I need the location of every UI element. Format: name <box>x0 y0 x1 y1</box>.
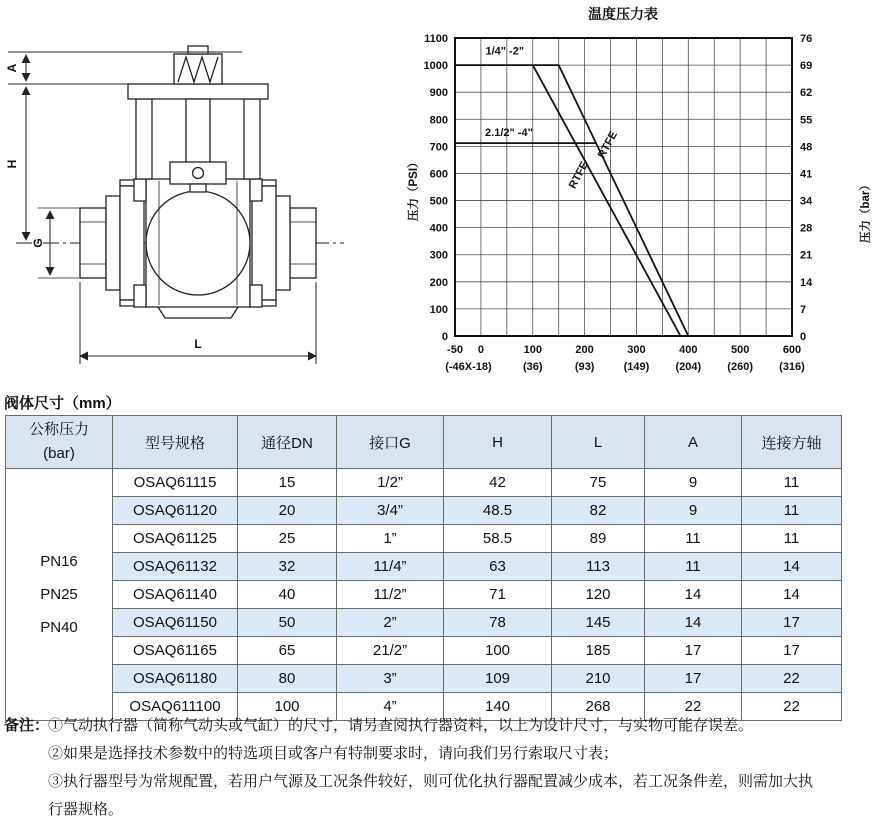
y-tick-right: 7 <box>800 303 807 316</box>
table-cell: 17 <box>645 637 742 665</box>
chart-title: 温度压力表 <box>588 6 658 22</box>
x-tick-secondary: (93) <box>574 361 595 373</box>
table-cell: 113 <box>552 553 645 581</box>
y-axis-left-title: 压力（PSI） <box>408 156 420 221</box>
body-lug <box>134 179 146 201</box>
y-tick-left: 1000 <box>423 60 448 73</box>
table-cell: 4” <box>337 693 444 721</box>
table-cell: OSAQ61115 <box>113 469 238 497</box>
table-cell: 15 <box>238 469 337 497</box>
pressure-group-item: PN16 <box>40 553 78 570</box>
table-cell: 22 <box>645 693 742 721</box>
table-cell: 14 <box>742 581 842 609</box>
y-tick-right: 48 <box>800 141 813 154</box>
table-cell: 11 <box>742 497 842 525</box>
right-step <box>276 196 290 290</box>
table-cell: 9 <box>645 497 742 525</box>
spec-table-body <box>6 469 842 721</box>
table-cell: 20 <box>238 497 337 525</box>
header-nominal-pressure <box>6 416 113 469</box>
table-cell: 11 <box>645 553 742 581</box>
header-a: A <box>645 416 742 469</box>
table-cell: OSAQ61125 <box>113 525 238 553</box>
table-cell: 3” <box>337 665 444 693</box>
table-cell: 14 <box>742 553 842 581</box>
table-cell: 63 <box>444 553 552 581</box>
table-cell: 11/4” <box>337 553 444 581</box>
notes <box>4 712 868 824</box>
table-cell: 58.5 <box>444 525 552 553</box>
x-tick: 300 <box>627 344 646 356</box>
table-cell: 21/2” <box>337 637 444 665</box>
table-cell: 22 <box>742 693 842 721</box>
note-line-2: ②如果是选择技术参数中的特选项目或客户有特制要求时，请向我们另行索取尺寸表； <box>48 745 619 762</box>
ball <box>146 191 250 295</box>
note-line-3: ③执行器型号为常规配置，若用户气源及工况条件较好，则可优化执行器配置减少成本，若工况条件差，则需加大执行器规格。 <box>48 773 814 818</box>
left-end-cap <box>80 208 106 278</box>
notes-label: 备注： <box>4 717 50 734</box>
y-tick-left: 0 <box>441 331 448 343</box>
table-cell: 109 <box>444 665 552 693</box>
x-tick: 200 <box>575 344 594 356</box>
y-tick-left: 500 <box>429 195 448 208</box>
body-lug <box>250 285 262 307</box>
table-cell: 50 <box>238 609 337 637</box>
mounting-plate <box>128 84 268 99</box>
x-tick: 0 <box>477 344 484 356</box>
table-cell: 268 <box>552 693 645 721</box>
y-tick-right: 76 <box>800 33 813 45</box>
y-tick-left: 1100 <box>424 33 448 45</box>
y-tick-left: 400 <box>429 222 448 235</box>
table-cell: 42 <box>444 469 552 497</box>
chart-annotation: 1/4" -2" <box>485 45 525 58</box>
header-line: (bar) <box>43 445 75 462</box>
table-cell: 89 <box>552 525 645 553</box>
table-cell: 100 <box>238 693 337 721</box>
table-cell: 25 <box>238 525 337 553</box>
table-row <box>6 553 842 581</box>
table-cell: OSAQ61165 <box>113 637 238 665</box>
y-tick-right: 34 <box>800 195 813 208</box>
table-cell: 71 <box>444 581 552 609</box>
header-l: L <box>552 416 645 469</box>
pressure-group-item: PN25 <box>40 586 78 603</box>
chart-annotation: RTFE <box>566 159 591 191</box>
valve-drawing <box>2 14 362 374</box>
left-step <box>106 196 120 290</box>
table-cell: 78 <box>444 609 552 637</box>
table-cell: 11/2” <box>337 581 444 609</box>
y-tick-left: 700 <box>429 141 448 154</box>
stem <box>186 99 210 165</box>
table-cell: OSAQ61150 <box>113 609 238 637</box>
table-cell: OSAQ61180 <box>113 665 238 693</box>
chart-annotation: RTFE <box>595 129 620 161</box>
table-cell: 40 <box>238 581 337 609</box>
table-cell: 1/2” <box>337 469 444 497</box>
table-cell: 9 <box>645 469 742 497</box>
right-end-cap <box>290 208 316 278</box>
table-cell: OSAQ61120 <box>113 497 238 525</box>
table-row <box>6 609 842 637</box>
y-tick-right: 28 <box>800 222 813 235</box>
x-tick: 100 <box>523 344 542 356</box>
table-cell: 120 <box>552 581 645 609</box>
table-cell: 210 <box>552 665 645 693</box>
valve-drawing-figure <box>2 14 362 374</box>
table-row <box>6 469 842 497</box>
table-cell: 80 <box>238 665 337 693</box>
table-cell: 2” <box>337 609 444 637</box>
header-dn: 通径DN <box>238 416 337 469</box>
table-header-row <box>6 416 842 469</box>
y-tick-right: 0 <box>800 331 807 343</box>
x-tick: 500 <box>730 344 750 356</box>
header-square-shaft: 连接方轴 <box>742 416 842 469</box>
table-cell: 11 <box>742 525 842 553</box>
table-cell: 100 <box>444 637 552 665</box>
table-cell: 14 <box>645 609 742 637</box>
stem-tongue <box>190 184 206 192</box>
table-cell: 22 <box>742 665 842 693</box>
x-tick-secondary: (149) <box>623 361 650 373</box>
header-h: H <box>444 416 552 469</box>
section-title: 阀体尺寸（mm） <box>4 395 121 412</box>
y-tick-right: 21 <box>800 249 813 262</box>
chart-annotation: 2.1/2" -4" <box>485 127 533 140</box>
header-port-g: 接口G <box>337 416 444 469</box>
table-cell: OSAQ611100 <box>113 693 238 721</box>
temp-pressure-chart-figure <box>402 0 890 392</box>
y-axis-right-title: 压力（bar） <box>860 179 872 243</box>
right-union-nut <box>252 186 276 300</box>
table-cell: 1” <box>337 525 444 553</box>
header-line: 公称压力 <box>28 421 89 438</box>
x-tick: -50 <box>447 344 463 356</box>
table-cell: 17 <box>742 609 842 637</box>
table-row <box>6 497 842 525</box>
table-row <box>6 637 842 665</box>
x-tick-secondary: (204) <box>675 361 702 373</box>
left-union-nut <box>120 186 144 300</box>
table-cell: 75 <box>552 469 645 497</box>
y-tick-right: 55 <box>800 114 813 127</box>
y-tick-right: 41 <box>800 168 813 181</box>
spec-table <box>5 415 842 721</box>
y-tick-left: 200 <box>429 276 448 289</box>
x-tick: 400 <box>679 344 698 356</box>
table-cell: 17 <box>742 637 842 665</box>
bracket-leg <box>136 99 152 179</box>
y-tick-right: 14 <box>800 276 813 289</box>
table-cell: 11 <box>645 525 742 553</box>
bracket-leg <box>244 99 260 179</box>
y-tick-left: 600 <box>429 168 448 181</box>
stem-adapter <box>170 162 226 184</box>
table-cell: OSAQ61140 <box>113 581 238 609</box>
table-cell: 82 <box>552 497 645 525</box>
body-skirt <box>158 307 238 318</box>
note-line-1: ①气动执行器（简称气动头或气缸）的尺寸，请另查阅执行器资料，以上为设计尺寸，与实物可能存误差。 <box>48 717 754 734</box>
table-cell: OSAQ61132 <box>113 553 238 581</box>
table-cell: 3/4” <box>337 497 444 525</box>
y-tick-right: 62 <box>800 87 813 100</box>
y-tick-left: 800 <box>429 114 448 127</box>
table-cell: 11 <box>742 469 842 497</box>
pressure-group-item: PN40 <box>40 619 78 636</box>
x-tick-secondary: (260) <box>727 361 753 373</box>
stem-top-cap <box>188 46 208 54</box>
x-tick-secondary: (316) <box>779 361 805 373</box>
table-cell: 140 <box>444 693 552 721</box>
dim-label-h: H <box>5 159 19 169</box>
temp-pressure-chart-svg <box>402 0 890 392</box>
table-row <box>6 581 842 609</box>
x-tick-secondary: (36) <box>522 361 543 373</box>
table-cell: 65 <box>238 637 337 665</box>
table-cell: 17 <box>645 665 742 693</box>
pressure-group-cell <box>6 469 113 721</box>
table-cell: 145 <box>552 609 645 637</box>
table-row <box>6 525 842 553</box>
dim-label-l: L <box>194 337 202 351</box>
y-tick-left: 900 <box>429 87 448 100</box>
plot-frame <box>455 38 792 336</box>
y-tick-left: 300 <box>429 249 448 262</box>
body-lug <box>134 285 146 307</box>
body-lug <box>250 179 262 201</box>
table-cell: 32 <box>238 553 337 581</box>
x-tick: 600 <box>782 344 802 356</box>
y-tick-left: 100 <box>429 303 448 316</box>
x-tick-secondary: (-46X-18) <box>445 361 492 373</box>
table-cell: 14 <box>645 581 742 609</box>
dim-label-a: A <box>5 63 19 73</box>
header-model: 型号规格 <box>113 416 238 469</box>
table-cell: 185 <box>552 637 645 665</box>
table-row <box>6 665 842 693</box>
dim-label-g: G <box>31 238 45 248</box>
y-tick-right: 69 <box>800 60 813 73</box>
table-cell: 48.5 <box>444 497 552 525</box>
